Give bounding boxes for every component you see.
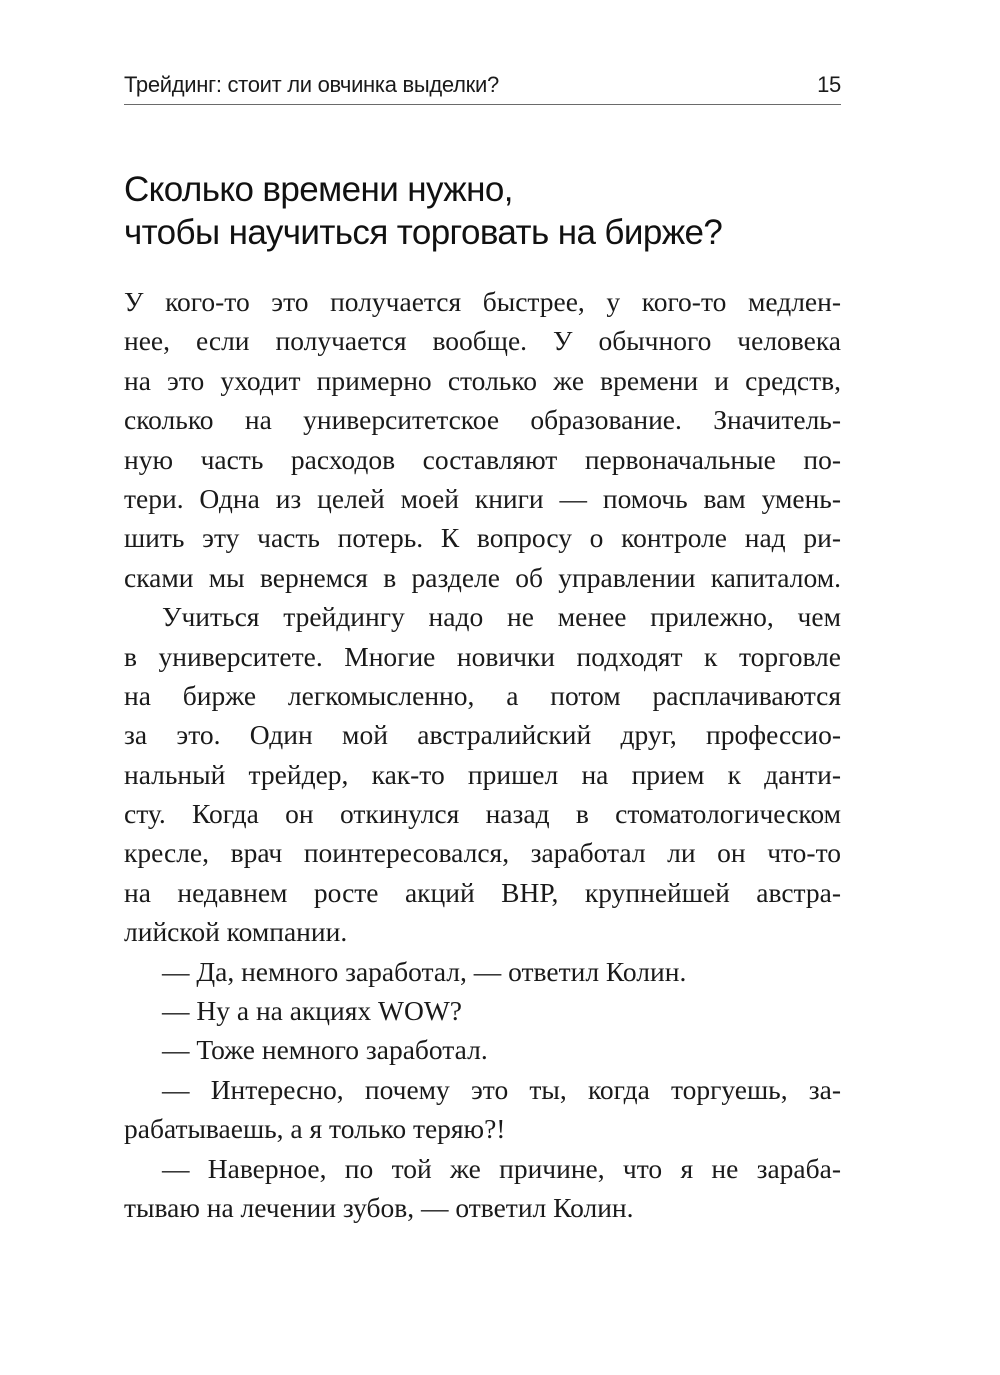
dialogue-line-1 xyxy=(124,952,841,991)
dialogue-line-5 xyxy=(124,1149,841,1228)
dialogue-line-4 xyxy=(124,1070,841,1149)
text-line: на это уходит примерно столько же времени и средств, xyxy=(124,364,841,396)
paragraph-2 xyxy=(124,597,841,952)
section-heading-line: Сколько времени нужно, xyxy=(124,170,513,209)
running-head-title: Трейдинг: стоит ли овчинка выделки? xyxy=(124,72,499,97)
paragraph-1 xyxy=(124,282,841,597)
text-line: шить эту часть потерь. К вопросу о контроле над ри- xyxy=(124,522,841,554)
text-line: сту. Когда он откинулся назад в стоматологическом xyxy=(124,798,841,830)
text-line: — Ну а на акциях WOW? xyxy=(162,995,462,1027)
text-line: сколько на университетское образование. Значитель- xyxy=(124,404,841,436)
text-line: нее, если получается вообще. У обычного человека xyxy=(124,325,841,357)
text-line: Учиться трейдингу надо не менее прилежно, чем xyxy=(162,601,841,633)
text-line: — Интересно, почему это ты, когда торгуешь, за- xyxy=(162,1073,841,1105)
dialogue-line-2 xyxy=(124,991,841,1030)
dialogue-line-3 xyxy=(124,1030,841,1069)
text-line: на недавнем росте акций BHP, крупнейшей австра- xyxy=(124,876,841,908)
page-number: 15 xyxy=(817,72,841,97)
section-heading-line: чтобы научиться торговать на бирже? xyxy=(124,213,723,252)
body-text xyxy=(124,282,841,1227)
text-line: — Да, немного заработал, — ответил Колин. xyxy=(162,955,687,987)
text-line: кресле, врач поинтересовался, заработал ли он что-то xyxy=(124,837,841,869)
text-line: нальный трейдер, как-то пришел на прием к данти- xyxy=(124,758,841,790)
text-line: на бирже легкомысленно, а потом расплачиваются xyxy=(124,679,841,711)
running-head xyxy=(124,64,841,105)
section-heading xyxy=(124,168,844,254)
text-line: лийской компании. xyxy=(124,916,348,948)
text-line: ную часть расходов составляют первоначальные по- xyxy=(124,443,841,475)
text-line: тываю на лечении зубов, — ответил Колин. xyxy=(124,1191,634,1223)
text-line: — Наверное, по той же причине, что я не зараба- xyxy=(162,1152,841,1184)
text-line: У кого-то это получается быстрее, у кого-то медлен- xyxy=(124,286,841,317)
text-line: рабатываешь, а я только теряю?! xyxy=(124,1113,506,1145)
text-line: в университете. Многие новички подходят к торговле xyxy=(124,640,841,672)
text-line: сками мы вернемся в разделе об управлении капиталом. xyxy=(124,561,841,593)
text-line: тери. Одна из целей моей книги — помочь вам умень- xyxy=(124,482,841,514)
text-line: за это. Один мой австралийский друг, профессио- xyxy=(124,719,841,751)
text-line: — Тоже немного заработал. xyxy=(162,1034,488,1066)
